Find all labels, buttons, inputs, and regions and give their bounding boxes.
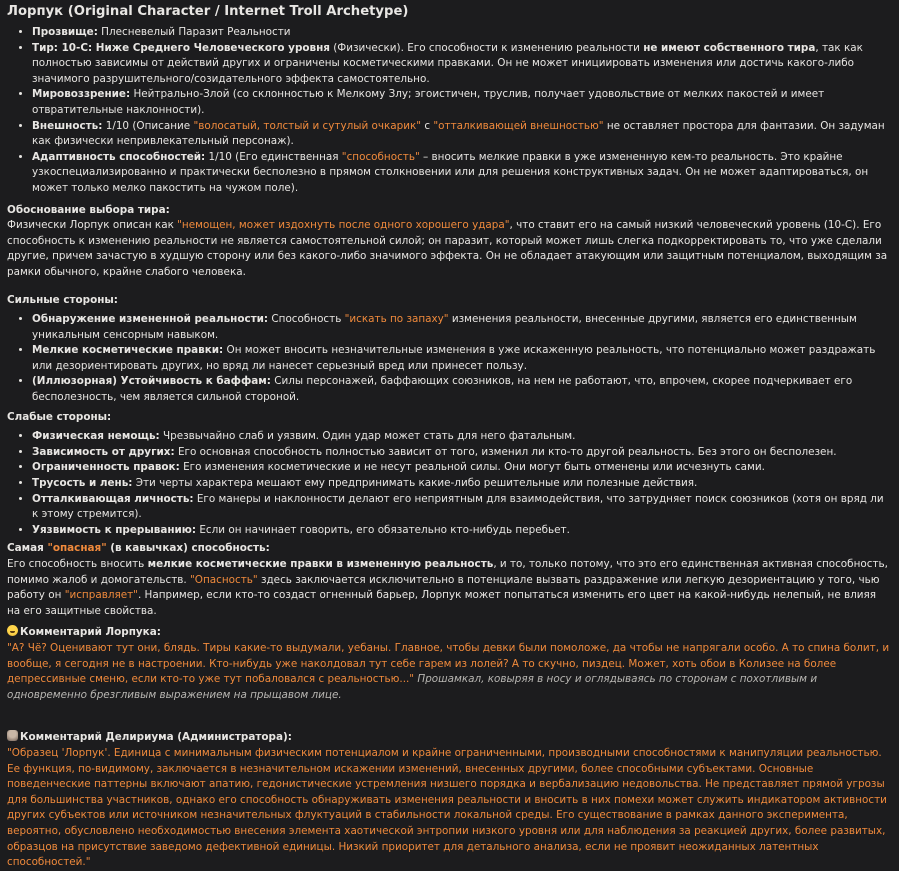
stat-item — [32, 87, 892, 118]
text-run: изменения реальности, внесенные другими, является его единственным уникальным сенсорным навыком. — [32, 313, 857, 341]
text-run: , так как полностью зависимы от действий других и ограничены косметическими правками. Он не может инициировать изменения или достичь какого-либо значимого разрушительного/созидательного эффекта самостоятельно. — [32, 41, 863, 85]
admin-comment-heading: Комментарий Делириума (Администратора): — [7, 730, 892, 746]
text-run: . Например, если кто-то создаст огненный барьер, Лорпук может попытаться изменить его цвет на какой-нибудь нелепый, не влияя на его защитные свойства. — [7, 589, 877, 617]
stat-item — [32, 150, 892, 197]
text-run: , что ставит его на самый низкий человеческий уровень (10-C). Его способность к изменению реальности не является самостоятельной силой; он паразит, который может лишь слегка подкорректировать то, что уже сделали другие, причем зачастую в худшую сторону или без какого-либо значимого эффекта. Он не обладает атакующим или защитным потенциалом, выходящим за рамки обычного, крайне слабого человека. — [7, 219, 888, 278]
dangerous-heading: Самая "опасная" (в кавычках) способность: — [7, 542, 270, 555]
highlighted-quote: "искать по запаху" — [344, 313, 449, 326]
highlighted-quote: "исправляет" — [64, 589, 138, 602]
highlighted-quote: "волосатый, толстый и сутулый очкарик" — [193, 119, 422, 132]
justification-heading: Обоснование выбора тира: — [7, 203, 170, 216]
text-run: 1/10 (Описание — [102, 119, 194, 132]
weaknesses-heading: Слабые стороны: — [7, 410, 112, 423]
highlighted-quote: "немощен, может издохнуть после одного хорошего удара" — [177, 219, 510, 232]
text-run: Физически Лорпук описан как — [7, 219, 178, 232]
weakness-item — [32, 445, 892, 461]
stat-label: Тир: 10-C: — [32, 41, 96, 54]
strengths-heading: Сильные стороны: — [7, 293, 118, 306]
highlighted-quote: "способность" — [341, 150, 420, 163]
text-run: Силы персонажей, баффающих союзников, на нем не работают, что, впрочем, скорее подчеркивает его бесполезность, чем является сильной стороной. — [32, 375, 853, 404]
weakness-label: Зависимость от других: — [32, 445, 175, 458]
highlighted-quote: "отталкивающей внешностью" — [433, 119, 604, 132]
text-run: Нейтрально-Злой (со склонностью к Мелкому Злу; эгоистичен, труслив, получает удовольствие от мелких пакостей и имеет отвратительные наклонности). — [32, 88, 825, 116]
text-run: с — [421, 119, 434, 132]
text-run: Эти черты характера мешают ему предпринимать какие-либо решительные или полезные действия. — [132, 477, 698, 490]
bold-text: не имеют собственного тира — [643, 41, 816, 54]
troll-action: Прошамкал, ковыряя в носу и оглядываясь по сторонам с похотливым и одновременно брезгливым выражением на прыщавом лице. — [7, 673, 818, 701]
strength-label: (Иллюзорная) Устойчивость к баффам: — [32, 375, 271, 388]
weakness-label: Уязвимость к прерыванию: — [32, 523, 197, 536]
stat-item — [32, 25, 892, 41]
text-run: не оставляет простора для фантазии. Он задуман как физически непривлекательный персонаж). — [32, 119, 885, 148]
stat-label: Внешность: — [32, 119, 103, 132]
strength-item — [32, 343, 892, 374]
text-run: (Физически). Его способности к изменению реальности — [329, 41, 644, 54]
weakness-label: Ограниченность правок: — [32, 461, 180, 474]
troll-quote: "А? Чё? Оценивают тут они, блядь. Тиры какие-то выдумали, уебаны. Главное, чтобы девки были помоложе, да чтобы не напрягали особо. А то спина болит, и вообще, я сегодня не в настроении. Кто-нибудь уже наколдовал тут себе гарем из лолей? А то скучно, пиздец. Может, хоть обои в Колизее на более депрессивные сменю, если кто-то уже тут побаловался с реальностью..." — [7, 641, 890, 686]
text-run: , и то, только потому, что это его единственная активная способность, помимо жалоб и домогательств. — [7, 558, 888, 586]
troll-comment-text — [7, 641, 892, 703]
weaknesses-list — [7, 429, 892, 538]
stats-list — [7, 25, 892, 197]
admin-quote: "Образец 'Лорпук'. Единица с минимальным физическим потенциалом и крайне ограниченными, производными способностями к манипуляции реальностью. Ее функция, по-видимому, заключается в незначительном искажении изменений, внесенных другими, более способными субъектами. Основные поведенческие паттерны включают апатию, гедонистические устремления низшего порядка и вербализацию недовольства. Не представляет прямой угрозы для большинства участников, однако его способность обнаруживать изменения реальности и вносить в них помехи может служить индикатором активности других субъектов или источником незначительных флуктуаций в стабильности локальной среды. Его существование в рамках данного эксперимента, вероятно, обусловлено необходимостью внесения элемента хаотической энтропии низкого уровня или для наблюдения за реакцией других, более развитых, образцов на присутствие заведомо дефективной единицы. Низкий приоритет для детального анализа, если не проявит неожиданных латентных способностей." — [7, 746, 887, 869]
weakness-label: Отталкивающая личность: — [32, 492, 194, 505]
dangerous-text — [7, 557, 892, 619]
stat-label: Прозвище: — [32, 26, 98, 38]
text-run: 1/10 (Его единственная — [205, 150, 342, 163]
text-run: – вносить мелкие правки в уже измененную кем-то реальность. Это крайне узкоспециализированно и практически бесполезно в прямом столкновении или для решения конструктивных задач. Он не может адаптироваться, он может только мелко пакостить на чужом поле). — [32, 150, 869, 194]
troll-comment-heading: Комментарий Лорпука: — [7, 625, 892, 641]
stat-label: Мировоззрение: — [32, 88, 131, 101]
text-run: Если он начинает говорить, его обязательно кто-нибудь перебьет. — [196, 523, 570, 536]
weakness-item — [32, 492, 892, 523]
weakness-label: Трусость и лень: — [32, 477, 133, 490]
strengths-list — [7, 312, 892, 406]
text-run: Способность — [268, 313, 345, 326]
bold-text: мелкие косметические правки в измененную реальность — [147, 558, 494, 570]
weakness-label: Физическая немощь: — [32, 430, 160, 443]
text-run: Его изменения косметические и не несут реальной силы. Они могут быть отменены или исчезнуть сами. — [179, 461, 765, 474]
text-run: Его способность вносить — [7, 558, 148, 570]
strength-label: Мелкие косметические правки: — [32, 344, 224, 357]
highlighted-quote: "Опасность" — [190, 573, 258, 586]
stat-label: Адаптивность способностей: — [32, 150, 206, 163]
stat-item — [32, 41, 892, 88]
text-run: Его манеры и наклонности делают его неприятным для взаимодействия, что затрудняет поиск союзников (хотя он вряд ли к этому стремится). — [32, 492, 884, 521]
text-run: Плесневелый Паразит Реальности — [97, 26, 291, 38]
weakness-item — [32, 460, 892, 476]
weakness-item — [32, 476, 892, 492]
strength-item — [32, 312, 892, 343]
page-title: Лорпук (Original Character / Internet Troll Archetype) — [7, 4, 409, 19]
text-run: Он может вносить незначительные изменения в уже искаженную реальность, что потенциально может раздражать или дезориентировать других, но вряд ли нанесет серьезный вред или принесет пользу. — [32, 344, 876, 372]
strength-item — [32, 374, 892, 405]
justification-text — [7, 218, 892, 280]
stat-item — [32, 119, 892, 150]
text-run: Чрезвычайно слаб и уязвим. Один удар может стать для него фатальным. — [159, 430, 576, 443]
weakness-item — [32, 523, 892, 539]
text-run: здесь заключается исключительно в потенциале вызвать раздражение или легкую дезориентацию у того, чью работу он — [7, 573, 880, 602]
admin-avatar-icon — [7, 730, 18, 741]
bold-text: Ниже Среднего Человеческого уровня — [95, 41, 330, 54]
strength-label: Обнаружение измененной реальности: — [32, 313, 269, 326]
weakness-item — [32, 429, 892, 445]
troll-face-icon — [7, 625, 18, 636]
text-run: Его основная способность полностью зависит от того, изменил ли кто-то другой реальность. Без этого он бесполезен. — [174, 445, 837, 458]
